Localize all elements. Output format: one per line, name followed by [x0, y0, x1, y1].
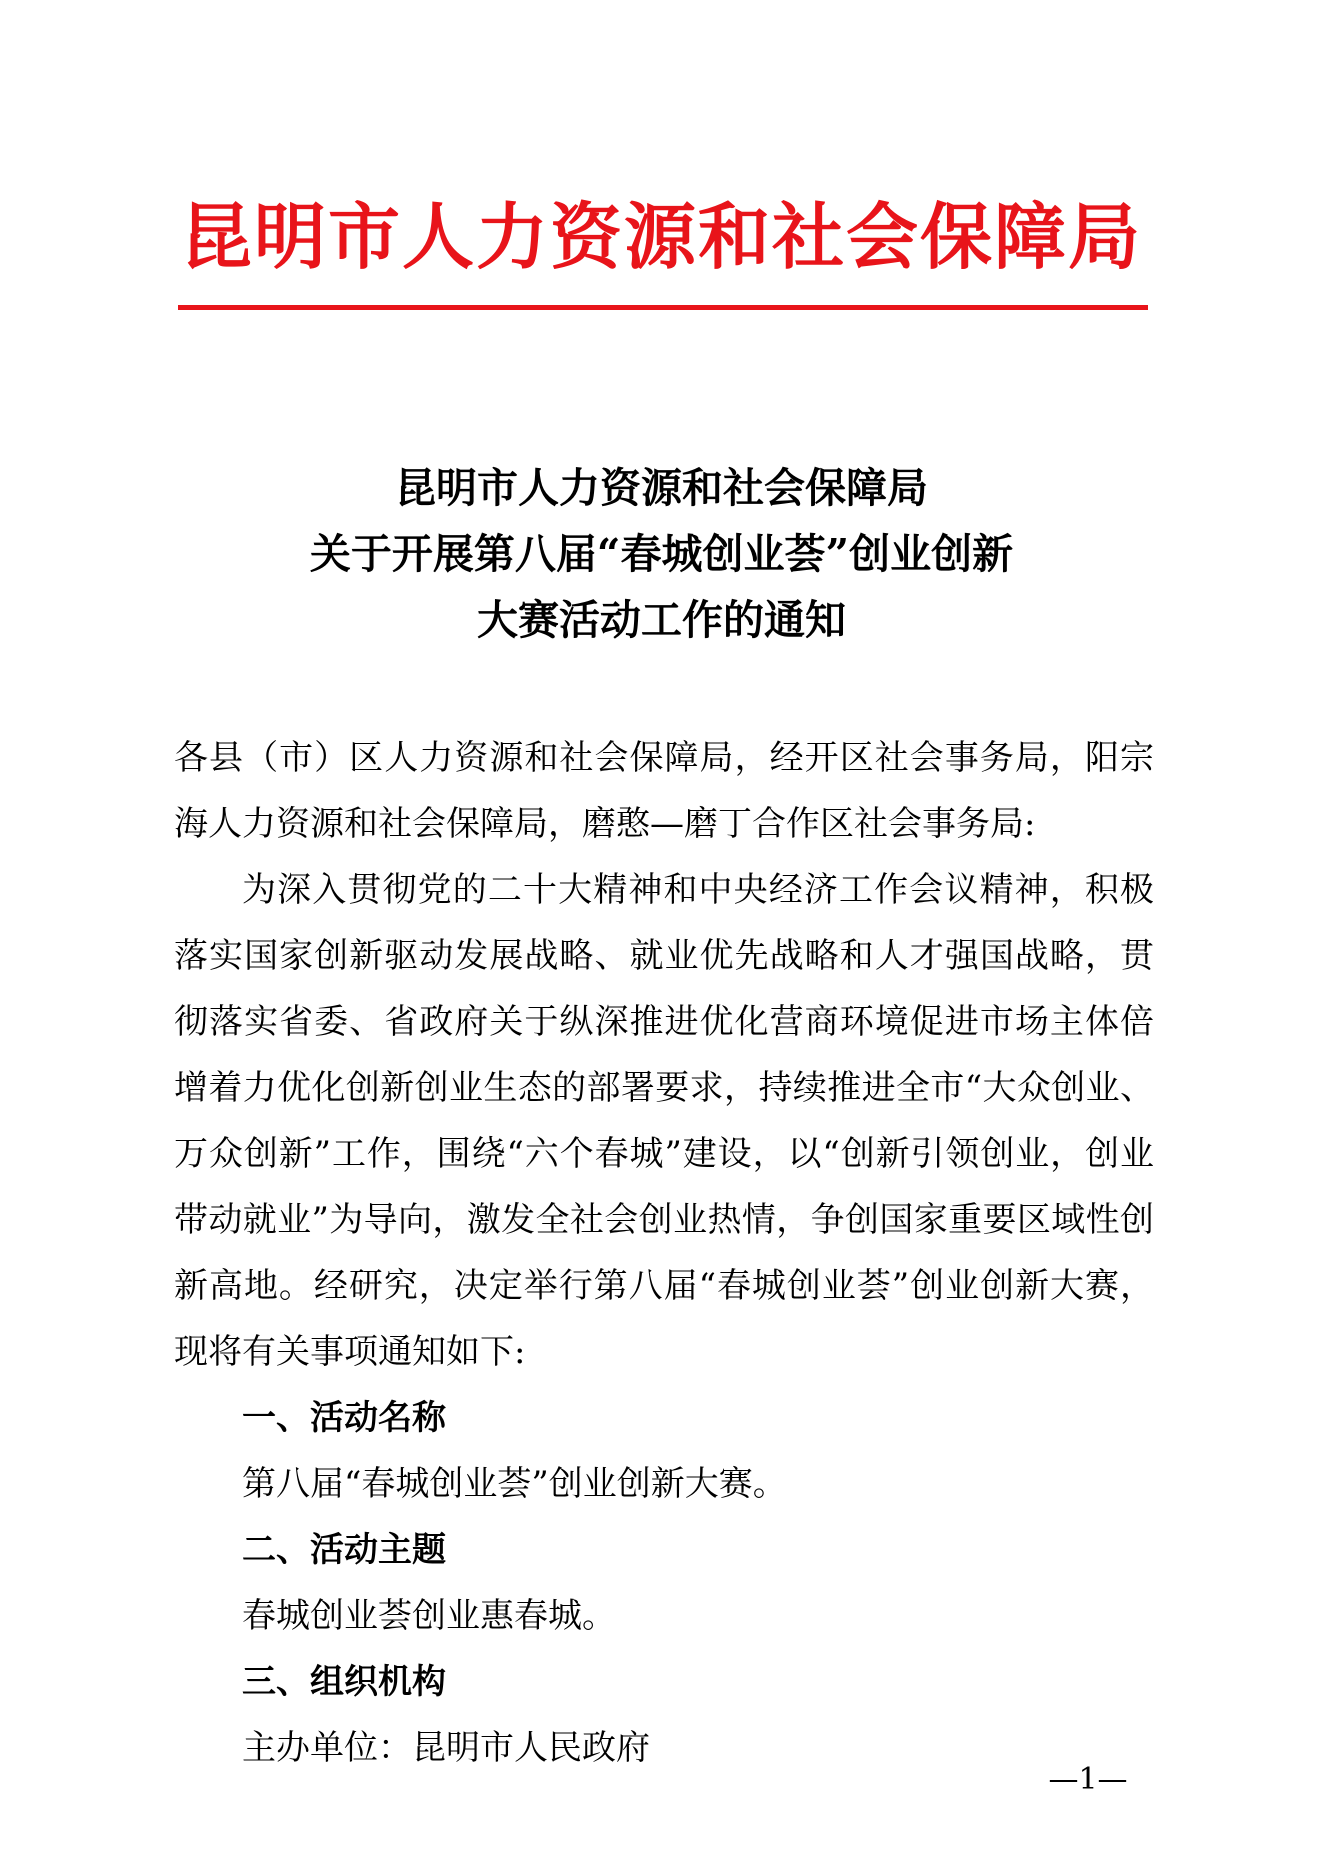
page-number: —1—: [1048, 1762, 1128, 1797]
intro-paragraph: 为深入贯彻党的二十大精神和中央经济工作会议精神，积极落实国家创新驱动发展战略、就业优先战略和人才强国战略，贯彻落实省委、省政府关于纵深推进优化营商环境促进市场主体倍增着力优化创新创业生态的部署要求，持续推进全市“大众创业、万众创新”工作，围绕“六个春城”建设，以“创新引领创业，创业带动就业”为导向，激发全社会创业热情，争创国家重要区域性创新高地。经研究，决定举行第八届“春城创业荟”创业创新大赛，现将有关事项通知如下:: [174, 870, 1154, 1372]
title-line-2: 关于开展第八届“春城创业荟”创业创新: [309, 530, 1014, 578]
issuer-masthead: 昆明市人力资源和社会保障局: [179, 194, 1142, 279]
red-divider-line: [178, 305, 1148, 310]
title-line-1: 昆明市人力资源和社会保障局: [395, 464, 928, 512]
section-2-text: 春城创业荟创业惠春城。: [242, 1596, 616, 1636]
section-3-heading: 三、组织机构: [242, 1662, 446, 1702]
section-1-heading: 一、活动名称: [242, 1398, 446, 1438]
section-3-text: 主办单位：昆明市人民政府: [242, 1728, 650, 1768]
document-title: [150, 455, 1173, 653]
section-1-text: 第八届“春城创业荟”创业创新大赛。: [242, 1464, 787, 1504]
document-body: [174, 725, 1154, 1781]
section-2-heading: 二、活动主题: [242, 1530, 446, 1570]
addressee-paragraph: 各县（市）区人力资源和社会保障局，经开区社会事务局，阳宗海人力资源和社会保障局，磨憨—磨丁合作区社会事务局:: [174, 738, 1154, 844]
title-line-3: 大赛活动工作的通知: [477, 596, 846, 644]
